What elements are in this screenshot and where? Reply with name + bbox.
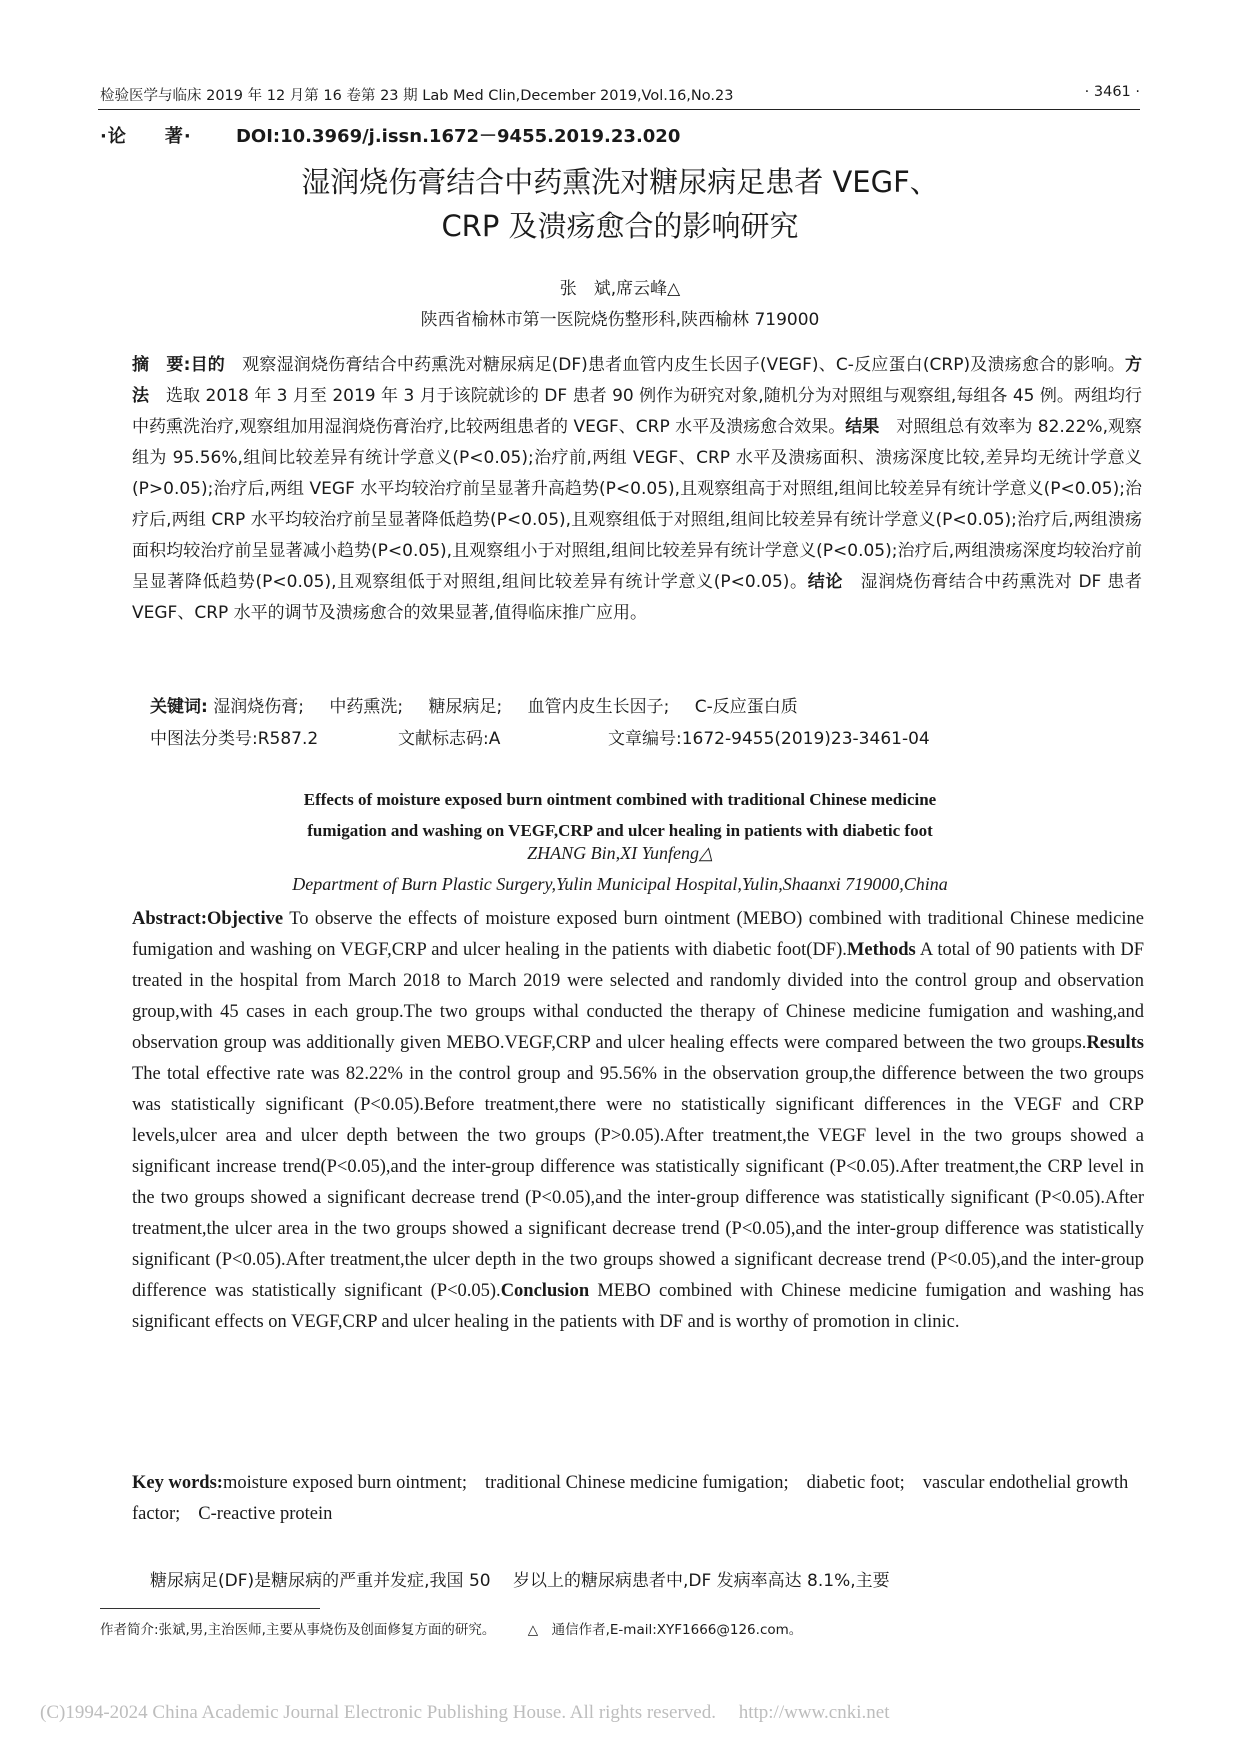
en-keywords-label: Key words:	[132, 1473, 223, 1493]
body-paragraph: 糖尿病足(DF)是糖尿病的严重并发症,我国 50 岁以上的糖尿病患者中,DF 发病率高达 8.1%,主要	[150, 1571, 890, 1591]
cn-objective-label: 目的	[190, 355, 225, 375]
en-results: The total effective rate was 82.22% in the control group and 95.56% in the observation group,the difference between the two groups was statistically significant (P<0.05).Before treatment,there were no statistically significant differences in the VEGF and CRP levels,ulcer area and ulcer depth between the two groups (P>0.05).After treatment,the VEGF level in the two groups showed a significant increase trend(P<0.05),and the inter-group difference was statistically significant (P<0.05).After treatment,the CRP level in the two groups showed a significant decrease trend (P<0.05),and the inter-group difference was statistically significant (P<0.05).After treatment,the ulcer area in the two groups showed a significant decrease trend (P<0.05),and the inter-group difference was statistically significant (P<0.05).After treatment,the ulcer depth in the two groups showed a significant decrease trend (P<0.05),and the inter-group difference was statistically significant (P<0.05).	[132, 1064, 1144, 1301]
cn-methods-label: 方法	[132, 355, 1143, 406]
article-number: 文章编号:1672-9455(2019)23-3461-04	[608, 729, 930, 749]
en-abstract-label: Abstract:	[132, 909, 208, 929]
copyright-text: (C)1994-2024 China Academic Journal Electronic Publishing House. All rights reserved.	[40, 1702, 716, 1723]
section-line	[100, 122, 1140, 148]
cn-keyword: C-反应蛋白质	[694, 697, 798, 717]
en-objective: To observe the effects of moisture exposed burn ointment (MEBO) combined with traditional Chinese medicine fumigation and washing on VEGF,CRP and ulcer healing in the patients with diabetic foot(DF).	[132, 909, 1144, 960]
en-keyword: vascular endothelial growth factor;	[132, 1473, 1129, 1524]
cn-methods: 选取 2018 年 3 月至 2019 年 3 月于该院就诊的 DF 患者 90 例作为研究对象,随机分为对照组与观察组,每组各 45 例。两组均行中药熏洗治疗,观察组加用湿润烧伤膏治疗,比较两组患者的 VEGF、CRP 水平及溃疡愈合效果。	[132, 386, 1142, 437]
cn-keyword: 中药熏洗;	[329, 697, 404, 717]
cn-results: 对照组总有效率为 82.22%,观察组为 95.56%,组间比较差异有统计学意义(P<0.05);治疗前,两组 VEGF、CRP 水平及溃疡面积、溃疡深度比较,差异均无统计学意义(P>0.05);治疗后,两组 VEGF 水平均较治疗前呈显著升高趋势(P<0.05),且观察组高于对照组,组间比较差异有统计学意义(P<0.05);治疗后,两组 CRP 水平均较治疗前呈显著降低趋势(P<0.05),且观察组低于对照组,组间比较差异有统计学意义(P<0.05);治疗后,两组溃疡面积均较治疗前呈显著减小趋势(P<0.05),且观察组小于对照组,组间比较差异有统计学意义(P<0.05);治疗后,两组溃疡深度均较治疗前呈显著降低趋势(P<0.05),且观察组低于对照组,组间比较差异有统计学意义(P<0.05)。	[132, 417, 1142, 592]
en-authors: ZHANG Bin,XI Yunfeng△	[527, 843, 713, 863]
footnote-rule	[100, 1608, 320, 1609]
cn-keywords	[150, 692, 1140, 717]
cn-abstract-label: 摘 要:	[132, 355, 191, 375]
title-line: 湿润烧伤膏结合中药熏洗对糖尿病足患者 VEGF、	[301, 165, 939, 199]
cn-keyword: 糖尿病足;	[428, 697, 503, 717]
affiliation: 陕西省榆林市第一医院烧伤整形科,陕西榆林 719000	[420, 310, 820, 330]
header-rule	[98, 109, 1140, 110]
page-number: · 3461 ·	[1084, 84, 1140, 100]
journal-info: 检验医学与临床 2019 年 12 月第 16 卷第 23 期 Lab Med Clin,December 2019,Vol.16,No.23	[100, 88, 734, 104]
en-title	[100, 784, 1140, 846]
en-abstract	[132, 904, 1144, 1338]
author-bio: 作者简介:张斌,男,主治医师,主要从事烧伤及创面修复方面的研究。	[100, 1622, 496, 1638]
en-keyword: diabetic foot;	[806, 1473, 905, 1493]
cnki-link[interactable]: http://www.cnki.net	[738, 1702, 890, 1723]
en-keyword: moisture exposed burn ointment;	[222, 1473, 468, 1493]
clc-number: 中图法分类号:R587.2	[150, 729, 319, 749]
section-tag: ·论 著·	[100, 126, 192, 147]
corresponding-author[interactable]: △ 通信作者,E-mail:XYF1666@126.com。	[527, 1622, 803, 1638]
copyright-watermark	[40, 1702, 1200, 1724]
en-conclusion-label: Conclusion	[500, 1281, 590, 1301]
cn-keyword: 血管内皮生长因子;	[527, 697, 670, 717]
cn-conclusion-label: 结论	[807, 572, 843, 592]
title-line: CRP 及溃疡愈合的影响研究	[441, 209, 799, 243]
en-objective-label: Objective	[207, 909, 284, 929]
document-code: 文献标志码:A	[398, 729, 501, 749]
doi[interactable]: DOI:10.3969/j.issn.1672－9455.2019.23.020	[235, 126, 681, 147]
authors: 张 斌,席云峰△	[559, 279, 681, 299]
footnote	[100, 1618, 1140, 1638]
en-methods-label: Methods	[846, 940, 916, 960]
en-keyword: C-reactive protein	[198, 1504, 333, 1524]
en-keyword: traditional Chinese medicine fumigation;	[485, 1473, 789, 1493]
running-header	[100, 84, 1140, 110]
en-keywords	[132, 1468, 1144, 1530]
en-affiliation: Department of Burn Plastic Surgery,Yulin Municipal Hospital,Yulin,Shaanxi 719000,China	[292, 874, 948, 894]
en-methods: A total of 90 patients with DF treated in the hospital from March 2018 to March 2019 were selected and randomly divided into the control group and observation group,with 45 cases in each group.The two groups withal conducted the therapy of Chinese medicine fumigation and washing,and observation group was additionally given MEBO.VEGF,CRP and ulcer healing effects were compared between the two groups.	[132, 940, 1144, 1053]
en-title-line: fumigation and washing on VEGF,CRP and ulcer healing in patients with diabetic foot	[307, 821, 933, 840]
cn-objective: 观察湿润烧伤膏结合中药熏洗对糖尿病足(DF)患者血管内皮生长因子(VEGF)、C-反应蛋白(CRP)及溃疡愈合的影响。	[224, 355, 1126, 375]
en-conclusion: MEBO combined with Chinese medicine fumigation and washing has significant effects on VEGF,CRP and ulcer healing in the patients with DF and is worthy of promotion in clinic.	[132, 1281, 1144, 1332]
cn-keywords-label: 关键词:	[150, 697, 208, 717]
article-title	[100, 160, 1140, 248]
cn-results-label: 结果	[845, 417, 880, 437]
en-results-label: Results	[1086, 1033, 1144, 1053]
cn-abstract	[132, 350, 1142, 629]
cn-conclusion: 湿润烧伤膏结合中药熏洗对 DF 患者 VEGF、CRP 水平的调节及溃疡愈合的效果显著,值得临床推广应用。	[132, 572, 1143, 623]
cn-keyword: 湿润烧伤膏;	[213, 697, 304, 717]
en-title-line: Effects of moisture exposed burn ointment combined with traditional Chinese medicine	[303, 790, 937, 809]
